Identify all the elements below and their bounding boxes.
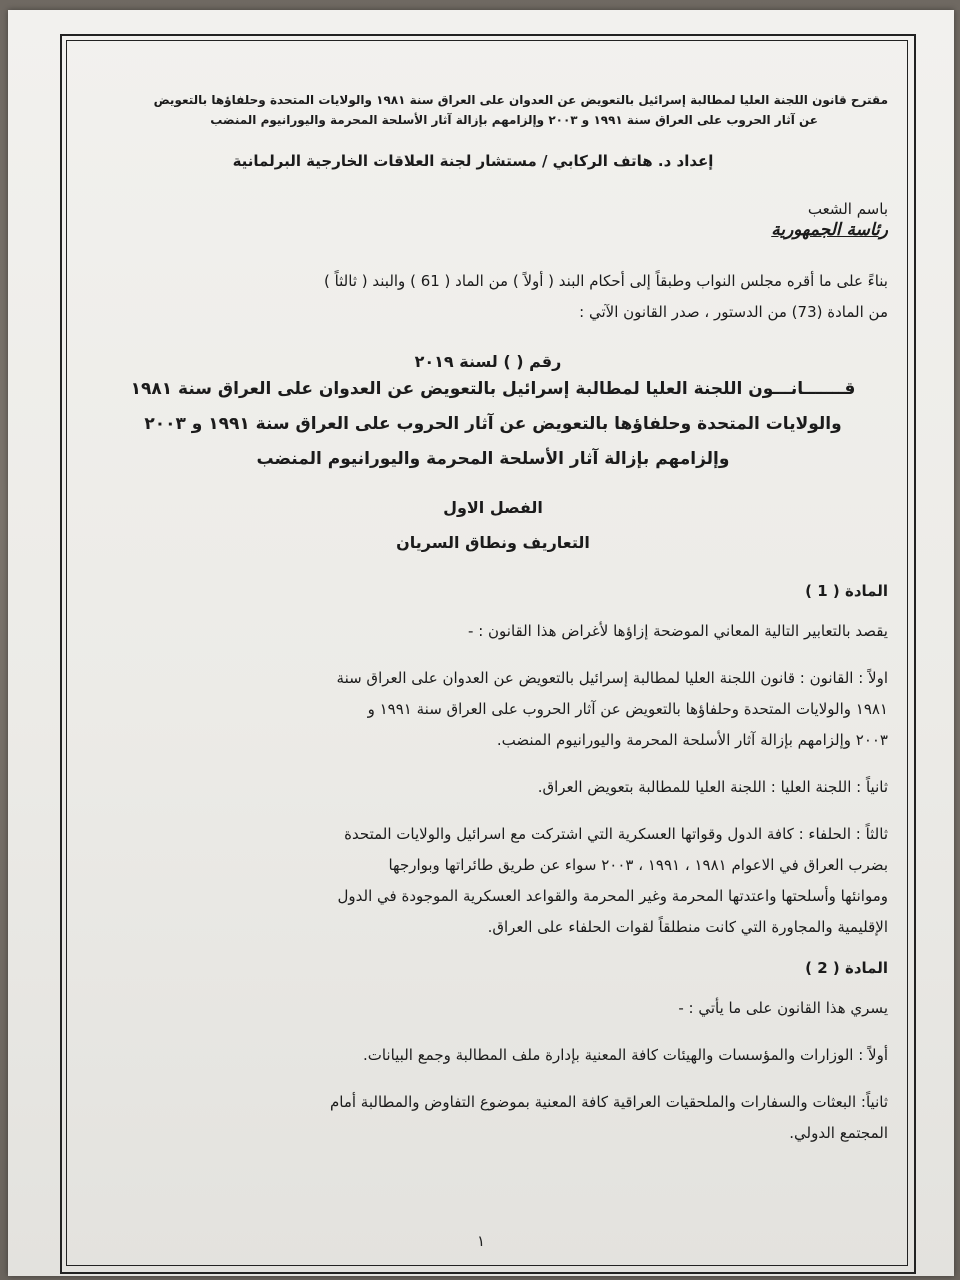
article-2-second-line-1: ثانياً: البعثات والسفارات والملحقيات العراقية كافة المعنية بموضوع التفاوض والمطالبة أمام — [329, 1093, 888, 1111]
author-line: إعداد د. هاتف الركابي / مستشار لجنة العلاقات الخارجية البرلمانية — [232, 152, 714, 170]
article-1-third-line-2: بضرب العراق في الاعوام ١٩٨١ ، ١٩٩١ ، ٢٠٠٣ سواء عن طريق طائراتها وبوارجها — [388, 856, 888, 874]
document-page — [8, 10, 954, 1276]
article-1-third-line-4: الإقليمية والمجاورة التي كانت منطلقاً لقوات الحلفاء على العراق. — [487, 918, 888, 936]
article-1-first-line-3: ٢٠٠٣ وإلزامهم بإزالة آثار الأسلحة المحرمة واليورانيوم المنضب. — [496, 731, 888, 749]
article-1-heading: المادة ( 1 ) — [805, 582, 888, 600]
header-line-1: مقترح قانون اللجنة العليا لمطالبة إسرائيل بالتعويض عن العدوان على العراق سنة ١٩٨١ والولايات المتحدة وحلفاؤها بالتعويض — [153, 93, 888, 107]
chapter-heading: الفصل الاول — [443, 498, 543, 517]
article-1-first-line-2: ١٩٨١ والولايات المتحدة وحلفاؤها بالتعويض عن آثار الحروب على العراق سنة ١٩٩١ و — [367, 700, 888, 718]
article-1-item-third — [98, 819, 888, 943]
article-2-item-first: أولاً : الوزارات والمؤسسات والهيئات كافة المعنية بإدارة ملف المطالبة وجمع البيانات. — [362, 1046, 888, 1064]
article-2-second-line-2: المجتمع الدولي. — [789, 1124, 888, 1142]
law-title-line-2: والولايات المتحدة وحلفاؤها بالتعويض عن آثار الحروب على العراق سنة ١٩٩١ و ٢٠٠٣ — [144, 414, 842, 434]
document-body — [98, 90, 888, 1149]
article-2-heading: المادة ( 2 ) — [805, 959, 888, 977]
in-name-of-people: باسم الشعب — [807, 200, 888, 218]
article-2-intro: يسري هذا القانون على ما يأتي : - — [678, 999, 888, 1017]
article-1-first-line-1: اولاً : القانون : قانون اللجنة العليا لمطالبة إسرائيل بالتعويض عن العدوان على العراق سنة — [336, 669, 888, 687]
article-1-intro: يقصد بالتعابير التالية المعاني الموضحة إزاؤها لأغراض هذا القانون : - — [468, 622, 888, 640]
article-1-third-line-3: وموانئها وأسلحتها واعتدتها المحرمة وغير المحرمة والقواعد العسكرية الموجودة في الدول — [337, 887, 888, 905]
law-title-line-1: قـــــــانـــون اللجنة العليا لمطالبة إسرائيل بالتعويض عن العدوان على العراق سنة ١٩٨١ — [130, 379, 856, 399]
page-number: ١ — [476, 1232, 486, 1250]
law-number: رقم ( ) لسنة ٢٠١٩ — [414, 352, 562, 371]
article-2-item-second — [98, 1087, 888, 1149]
intro-line-2: من المادة (73) من الدستور ، صدر القانون الآتي : — [579, 303, 888, 321]
intro-paragraph — [98, 266, 888, 328]
law-title-line-3: وإلزامهم بإزالة آثار الأسلحة المحرمة واليورانيوم المنضب — [256, 449, 730, 469]
article-1-third-line-1: ثالثاً : الحلفاء : كافة الدول وقواتها العسكرية التي اشتركت مع اسرائيل والولايات المتحدة — [344, 825, 888, 843]
intro-line-1: بناءً على ما أقره مجلس النواب وطبقاً إلى أحكام البند ( أولاً ) من الماد ( 61 ) والبند ( ثالثاً ) — [323, 272, 888, 290]
chapter-title: التعاريف ونطاق السريان — [396, 533, 590, 552]
article-1-item-second: ثانياً : اللجنة العليا : اللجنة العليا للمطالبة بتعويض العراق. — [537, 778, 888, 796]
law-title — [98, 373, 888, 476]
presidency-title: رئاسة الجمهورية — [771, 220, 888, 240]
article-1-item-first — [98, 663, 888, 756]
header-line-2: عن آثار الحروب على العراق سنة ١٩٩١ و ٢٠٠٣ وإلزامهم بإزالة آثار الأسلحة المحرمة واليورانيوم المنضب — [210, 113, 818, 127]
